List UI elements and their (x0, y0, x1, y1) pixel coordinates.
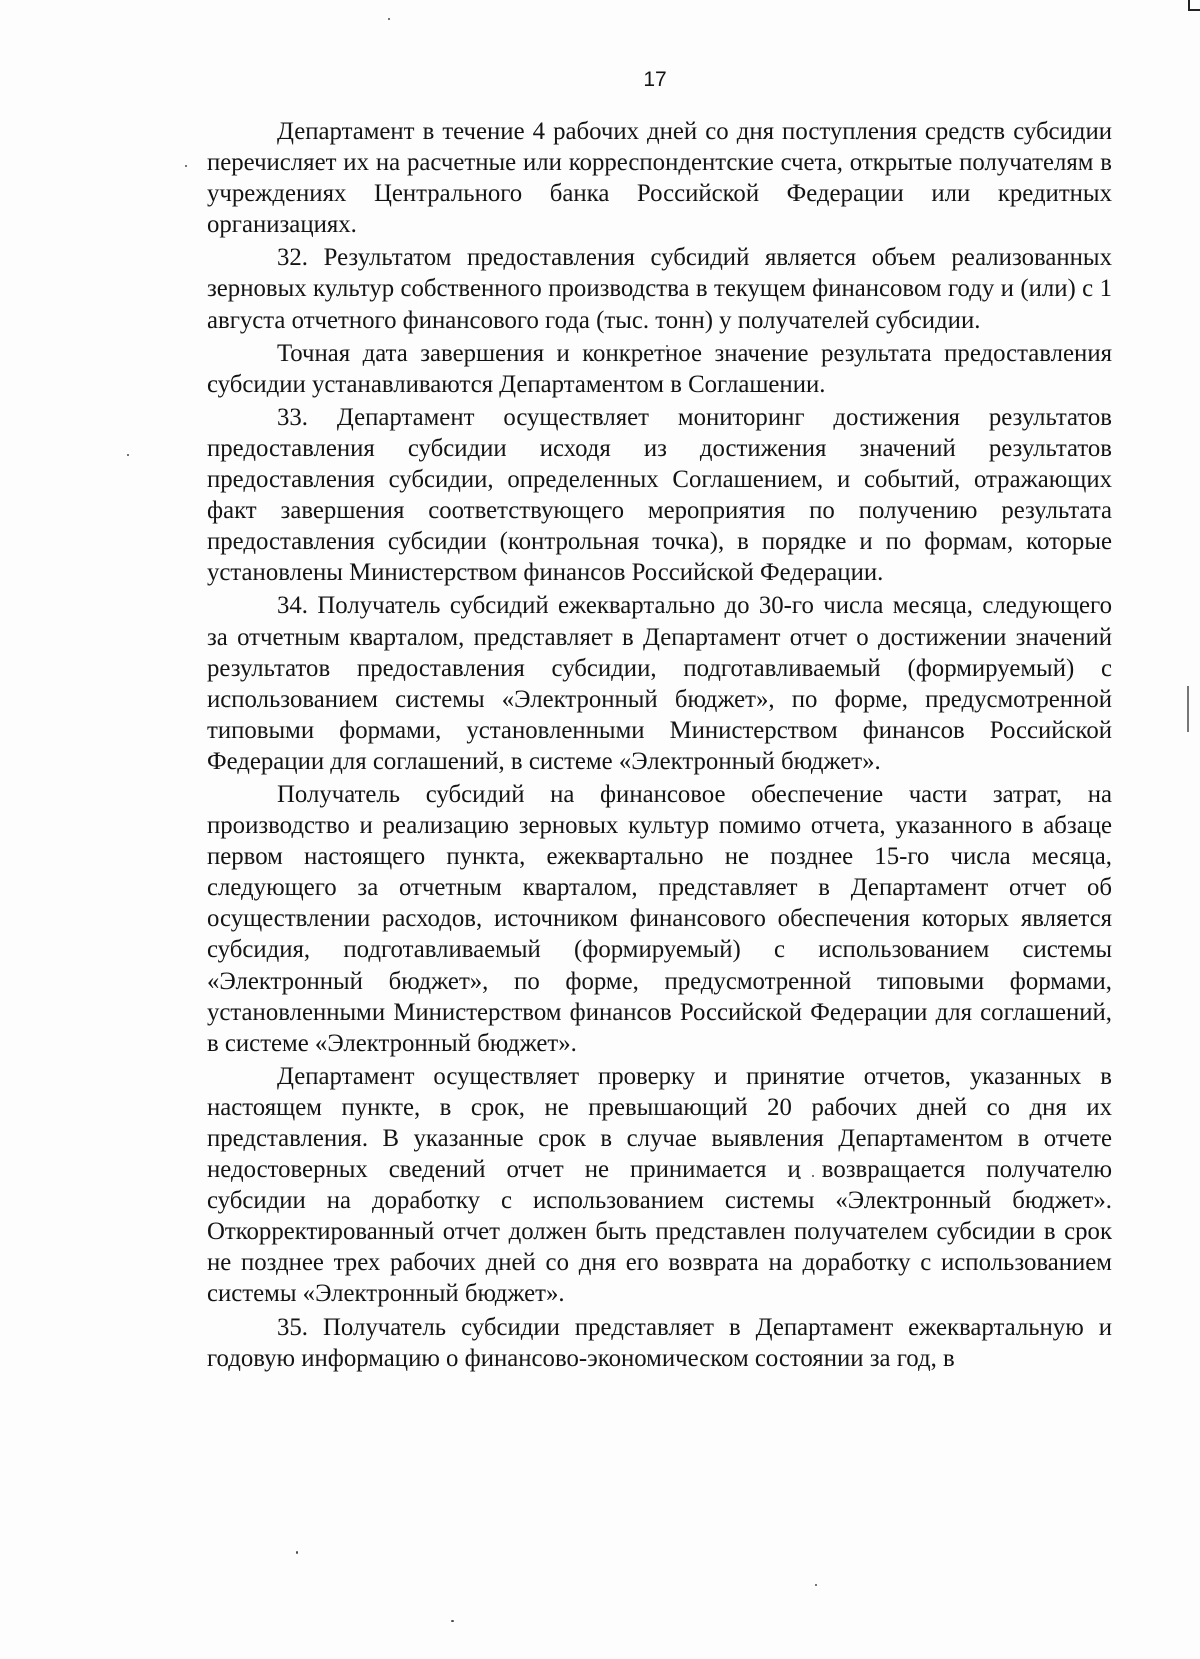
paragraph-completion-date: Точная дата завершения и конкретное значение результата предоставления субсидии устанавливаются Департаментом в Соглашении. (207, 339, 1112, 398)
scan-corner-mark (1188, 0, 1200, 11)
document-body (207, 116, 1112, 1374)
paragraph-35-financial-info: 35. Получатель субсидии представляет в Департамент ежеквартальную и годовую информацию о финансово-экономическом состоянии за год, в (207, 1313, 1112, 1372)
paragraph-33-monitoring: 33. Департамент осуществляет мониторинг достижения результатов предоставления субсидии исходя из достижения значений результатов предоставления субсидии, определенных Соглашением, и событий, отражающих факт завершения соответствующего мероприятия по получению результата предоставления субсидии (контрольная точка), в порядке и по формам, которые установлены Министерством финансов Российской Федерации. (207, 403, 1112, 587)
paragraph-34-report: 34. Получатель субсидий ежеквартально до 30-го числа месяца, следующего за отчетным кварталом, представляет в Департамент отчет о достижении значений результатов предоставления субсидии, подготавливаемый (формируемый) с использованием системы «Электронный бюджет», по форме, предусмотренной типовыми формами, установленными Министерством финансов Российской Федерации для соглашений, в системе «Электронный бюджет». (207, 592, 1112, 775)
paragraph-32-result: 32. Результатом предоставления субсидий является объем реализованных зерновых культур собственного производства в текущем финансовом году и (или) с 1 августа отчетного финансового года (тыс. тонн) у получателей субсидии. (207, 244, 1112, 334)
paragraph-expense-report: Получатель субсидий на финансовое обеспечение части затрат, на производство и реализацию зерновых культур помимо отчета, указанного в абзаце первом настоящего пункта, ежеквартально не позднее 15-го числа месяца, следующего за отчетным кварталом, представляет в Департамент отчет об осуществлении расходов, источником финансового обеспечения которых является субсидия, подготавливаемый (формируемый) с использованием системы «Электронный бюджет», по форме, предусмотренной типовыми формами, установленными Министерством финансов Российской Федерации для соглашений, в системе «Электронный бюджет». (207, 780, 1112, 1057)
paragraph-subsidy-transfer: Департамент в течение 4 рабочих дней со дня поступления средств субсидии перечисляет их на расчетные или корреспондентские счета, открытые получателям в учреждениях Центрального банка Российской Федерации или кредитных организациях. (207, 118, 1112, 239)
scan-edge-artifact (1187, 686, 1189, 732)
paragraph-report-verification: Департамент осуществляет проверку и принятие отчетов, указанных в настоящем пункте, в срок, не превышающий 20 рабочих дней со дня их представления. В указанные срок в случае выявления Департаментом в отчете недостоверных сведений отчет не принимается и возвращается получателю субсидии на доработку с использованием системы «Электронный бюджет». Откорректированный отчет должен быть представлен получателем субсидии в срок не позднее трех рабочих дней со дня его возврата на доработку с использованием системы «Электронный бюджет». (207, 1062, 1112, 1308)
page-number: 17 (643, 68, 667, 91)
